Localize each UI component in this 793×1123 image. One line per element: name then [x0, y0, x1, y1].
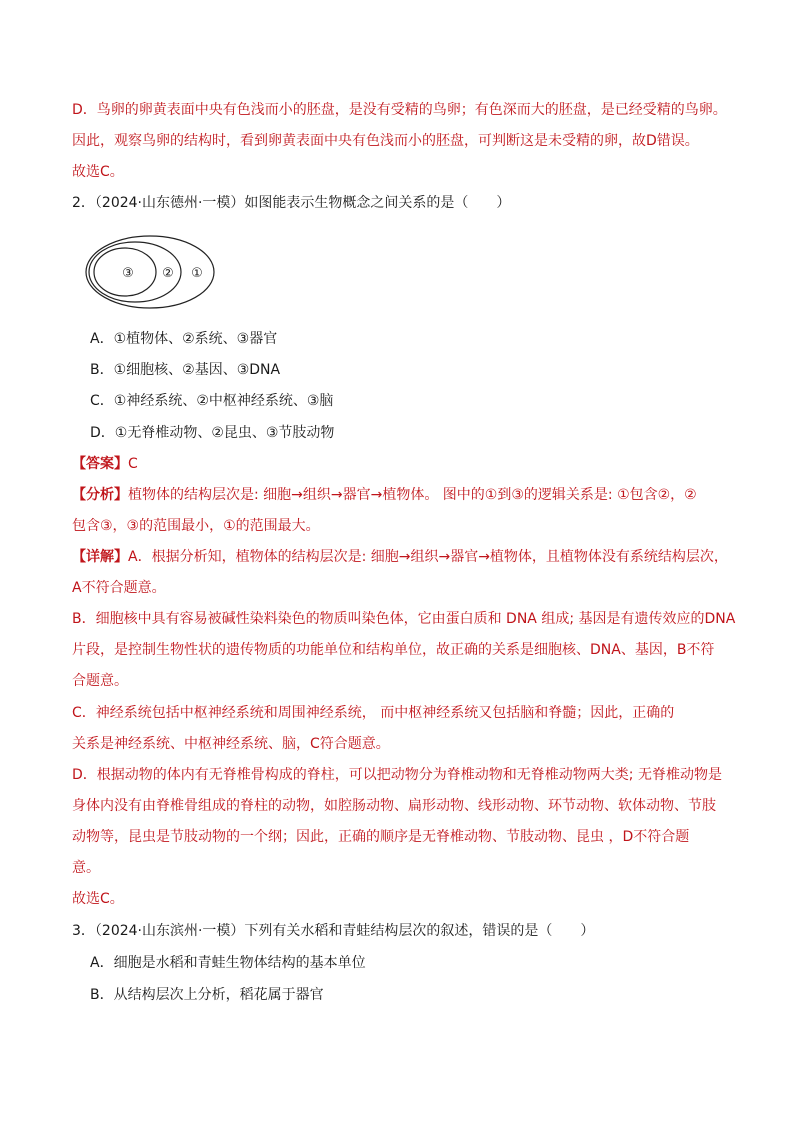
- q2-option-a: A．①植物体、②系统、③器官: [90, 331, 278, 347]
- analysis-label: 【分析】: [72, 487, 128, 503]
- q2-detail-d-line4: 意。: [72, 860, 100, 876]
- q3-stem: 3．（2024·山东滨州·一模）下列有关水稻和青蛙结构层次的叙述，错误的是（ ）: [72, 923, 595, 939]
- q1-option-d-line2: 因此，观察鸟卵的结构时，看到卵黄表面中央有色浅而小的胚盘，可判断这是未受精的卵，故D错误。: [72, 133, 699, 149]
- answer-value: C: [128, 456, 138, 472]
- q2-analysis-line2: 包含③，③的范围最小，①的范围最大。: [72, 518, 320, 534]
- label-3: ③: [122, 266, 134, 281]
- q2-detail-b-line1: B．细胞核中具有容易被碱性染料染色的物质叫染色体，它由蛋白质和 DNA 组成; 基因是有遗传效应的DNA: [72, 611, 736, 627]
- q2-detail-d-line1: D．根据动物的体内有无脊椎骨构成的脊柱，可以把动物分为脊椎动物和无脊椎动物两大类; 无脊椎动物是: [72, 767, 722, 783]
- q2-detail-c-line1: C．神经系统包括中枢神经系统和周围神经系统， 而中枢神经系统又包括脑和脊髓；因此，正确的: [72, 705, 675, 721]
- q2-detail-d-line2: 身体内没有由脊椎骨组成的脊柱的动物，如腔肠动物、扁形动物、线形动物、环节动物、软体动物、节肢: [72, 798, 716, 814]
- q2-detail-c-line2: 关系是神经系统、中枢神经系统、脑，C符合题意。: [72, 736, 390, 752]
- q2-option-c: C．①神经系统、②中枢神经系统、③脑: [90, 393, 334, 409]
- q2-detail-b-line2: 片段，是控制生物性状的遗传物质的功能单位和结构单位，故正确的关系是细胞核、DNA、基因，B不符: [72, 642, 715, 658]
- analysis-text-1: 植物体的结构层次是: 细胞→组织→器官→植物体。 图中的①到③的逻辑关系是: ①包含②，②: [128, 487, 697, 503]
- q2-detail-a-line1: [72, 548, 732, 566]
- q1-conclusion: 故选C。: [72, 164, 124, 180]
- q2-answer: [72, 455, 732, 473]
- detail-label: 【详解】: [72, 549, 128, 565]
- q2-stem: 2．（2024·山东德州·一模）如图能表示生物概念之间关系的是（ ）: [72, 195, 511, 211]
- q2-option-d: D．①无脊椎动物、②昆虫、③节肢动物: [90, 425, 335, 441]
- q2-detail-a-line2: A不符合题意。: [72, 580, 166, 596]
- nested-ellipse-diagram: [80, 232, 220, 312]
- answer-label: 【答案】: [72, 456, 128, 472]
- q2-detail-b-line3: 合题意。: [72, 673, 128, 689]
- q2-option-b: B．①细胞核、②基因、③DNA: [90, 362, 281, 378]
- q3-option-b: B．从结构层次上分析，稻花属于器官: [90, 987, 324, 1003]
- detail-a-text-1: A．根据分析知，植物体的结构层次是: 细胞→组织→器官→植物体，且植物体没有系统结构层次，: [128, 549, 728, 565]
- q1-option-d-line1: D．鸟卵的卵黄表面中央有色浅而小的胚盘，是没有受精的鸟卵；有色深而大的胚盘，是已经受精的鸟卵。: [72, 102, 727, 118]
- q2-conclusion: 故选C。: [72, 891, 124, 907]
- q2-analysis-line1: [72, 486, 732, 504]
- q2-detail-d-line3: 动物等，昆虫是节肢动物的一个纲；因此，正确的顺序是无脊椎动物、节肢动物、昆虫 ，D不符合题: [72, 829, 690, 845]
- q3-option-a: A．细胞是水稻和青蛙生物体结构的基本单位: [90, 955, 366, 971]
- label-1: ①: [191, 266, 203, 281]
- label-2: ②: [162, 266, 174, 281]
